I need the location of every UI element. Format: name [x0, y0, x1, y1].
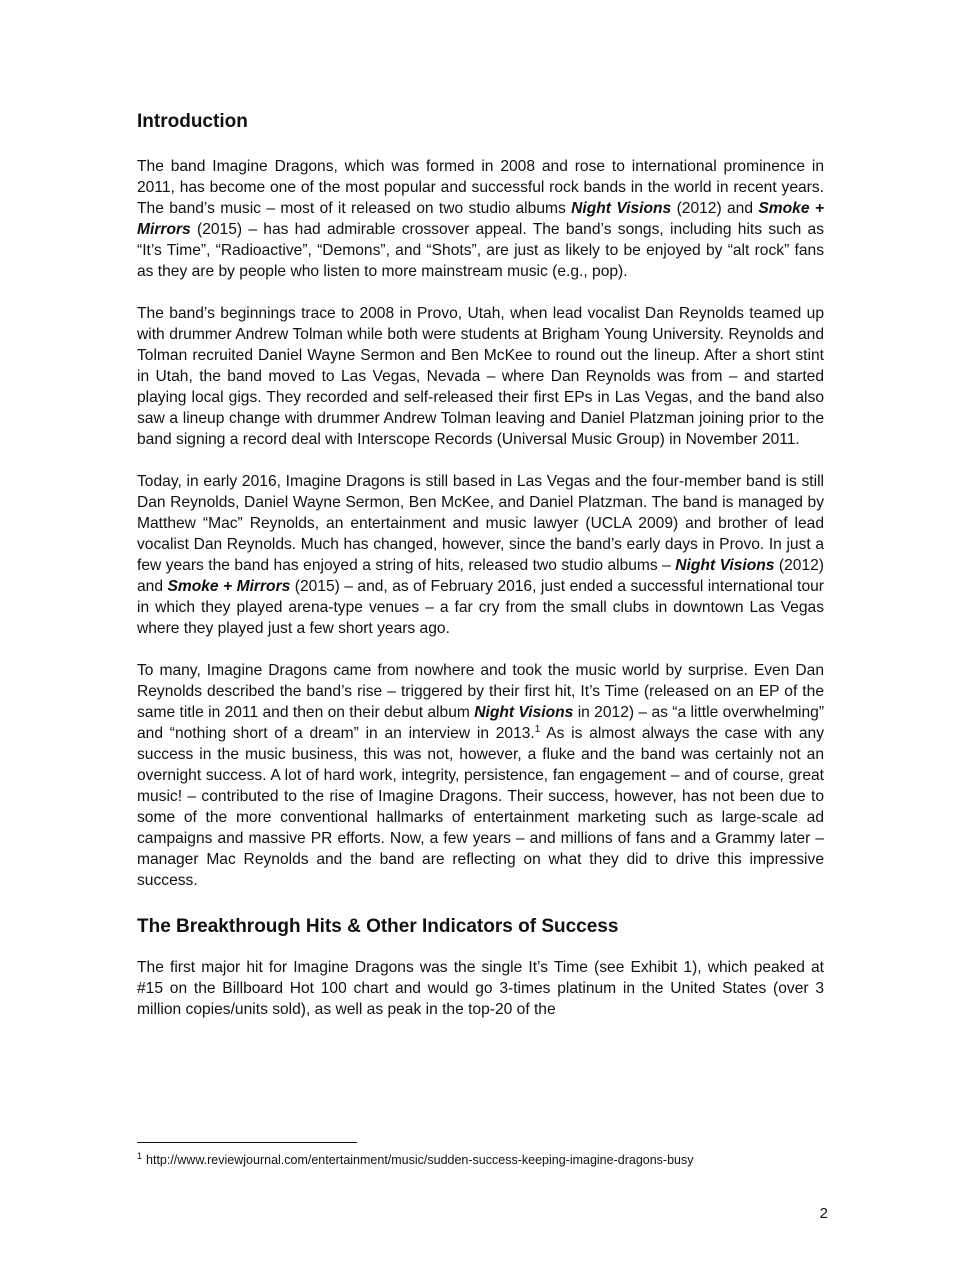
- section-heading-breakthrough: The Breakthrough Hits & Other Indicators of Success: [137, 916, 619, 937]
- text-run: As is almost always the case with any success in the music business, this was not, however, a fluke and the band was certainly not an overnight success. A lot of hard work, integrity, persistence, fan engagement – and of course, great music! – contributed to the rise of Imagine Dragons. Their success, however, has not been due to some of the more conventional hallmarks of entertainment marketing such as large-scale ad campaigns and massive PR efforts. Now, a few years – and millions of fans and a Grammy later – manager Mac Reynolds and the band are reflecting on what they did to drive this impressive success.: [137, 725, 824, 889]
- footnote: [137, 1151, 857, 1169]
- album-title: Smoke + Mirrors: [167, 578, 291, 595]
- footnote-link[interactable]: http://www.reviewjournal.com/entertainment/music/sudden-success-keeping-imagine-dragons-busy: [146, 1153, 694, 1167]
- page-content: [137, 108, 824, 1020]
- footnote-reference[interactable]: 1: [534, 723, 541, 735]
- footnote-number: 1: [137, 1150, 143, 1161]
- text-run: Today, in early 2016, Imagine Dragons is still based in Las Vegas and the four-member band is still Dan Reynolds, Daniel Wayne Sermon, Ben McKee, and Daniel Platzman. The band is managed by Matthew “Mac” Reynolds, an entertainment and music lawyer (UCLA 2009) and brother of lead vocalist Dan Reynolds. Much has changed, however, since the band’s early days in Provo. In just a few years the band has enjoyed a string of hits, released two studio albums –: [137, 473, 824, 574]
- album-title: Night Visions: [571, 200, 672, 217]
- paragraph-intro-3: [137, 471, 824, 639]
- album-title: Smoke + Mirrors: [137, 200, 824, 238]
- paragraph-breakthrough-1: The first major hit for Imagine Dragons was the single It’s Time (see Exhibit 1), which peaked at #15 on the Billboard Hot 100 chart and would go 3-times platinum in the United States (over 3 million copies/units sold), as well as peak in the top-20 of the: [137, 959, 824, 1018]
- page-number: 2: [819, 1205, 828, 1222]
- text-run: (2015) – and, as of February 2016, just ended a successful international tour in which they played arena-type venues – a far cry from the small clubs in downtown Las Vegas where they played just a few short years ago.: [137, 578, 824, 637]
- paragraph-intro-1: [137, 156, 824, 282]
- text-run: To many, Imagine Dragons came from nowhere and took the music world by surprise. Even Dan Reynolds described the band’s rise – triggered by their first hit, It’s Time (released on an EP of the same title in 2011 and then on their debut album: [137, 662, 824, 721]
- text-run: (2012) and: [137, 557, 824, 595]
- text-run: (2015) – has had admirable crossover appeal. The band’s songs, including hits such as “It’s Time”, “Radioactive”, “Demons”, and “Shots”, are just as likely to be enjoyed by “alt rock” fans as they are by people who listen to more mainstream music (e.g., pop).: [137, 221, 824, 280]
- text-run: in 2012) – as “a little overwhelming” and “nothing short of a dream” in an interview in 2013.: [137, 704, 825, 742]
- text-run: The band Imagine Dragons, which was formed in 2008 and rose to international prominence in 2011, has become one of the most popular and successful rock bands in the world in recent years. The band’s music – most of it released on two studio albums: [137, 158, 824, 217]
- paragraph-intro-4: [137, 660, 824, 891]
- section-heading-introduction: Introduction: [137, 111, 248, 132]
- album-title: Night Visions: [474, 704, 574, 721]
- footnote-divider: [137, 1142, 357, 1143]
- paragraph-intro-2: The band’s beginnings trace to 2008 in Provo, Utah, when lead vocalist Dan Reynolds teamed up with drummer Andrew Tolman while both were students at Brigham Young University. Reynolds and Tolman recruited Daniel Wayne Sermon and Ben McKee to round out the lineup. After a short stint in Utah, the band moved to Las Vegas, Nevada – where Dan Reynolds was from – and started playing local gigs. They recorded and self-released their first EPs in Las Vegas, and the band also saw a lineup change with drummer Andrew Tolman leaving and Daniel Platzman joining prior to the band signing a record deal with Interscope Records (Universal Music Group) in November 2011.: [137, 305, 824, 448]
- album-title: Night Visions: [675, 557, 775, 574]
- text-run: (2012) and: [671, 200, 759, 217]
